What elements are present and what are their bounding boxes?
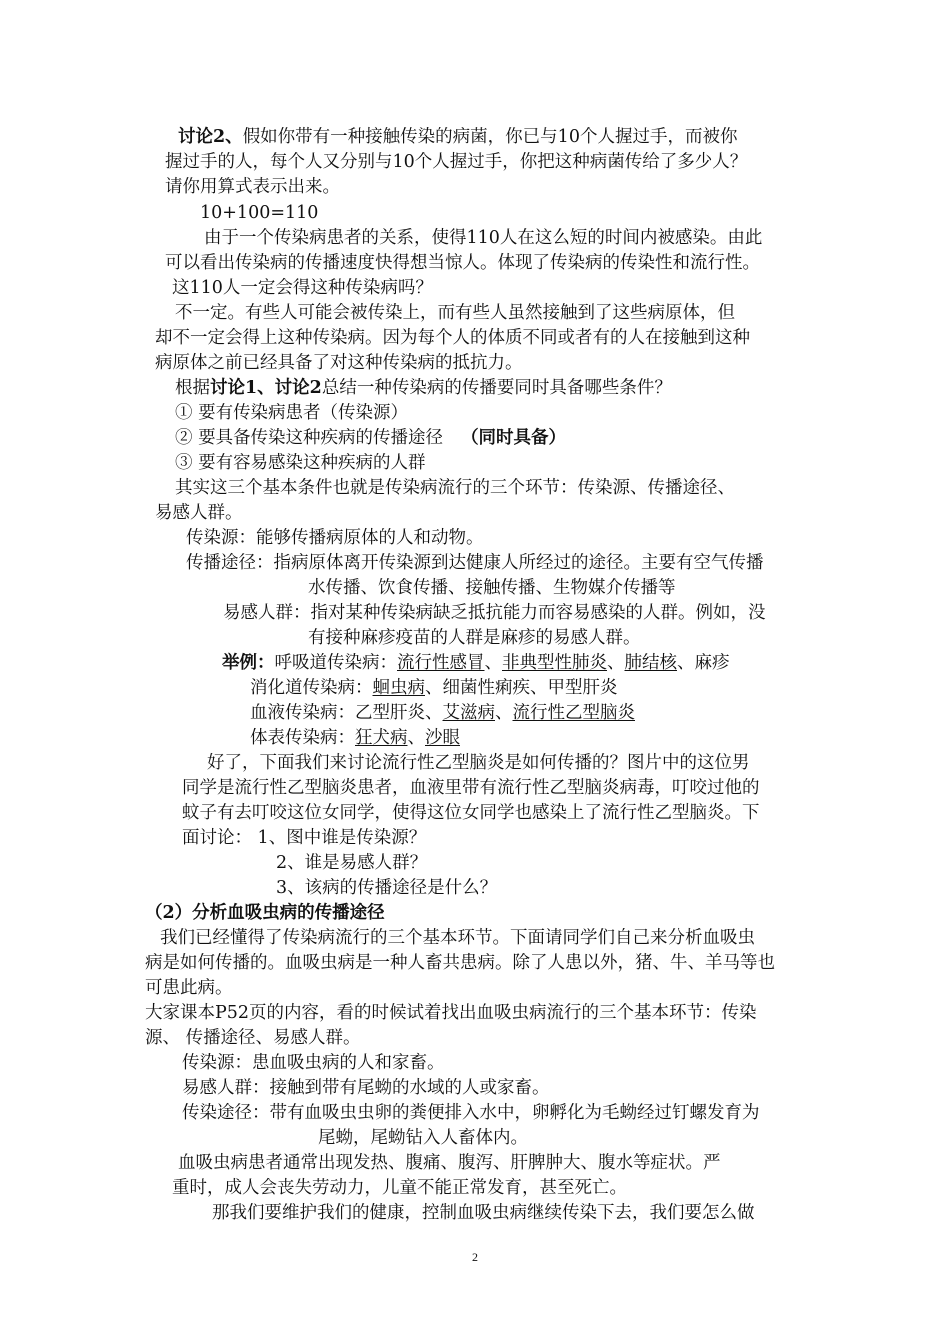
disease-sars: 非典型性肺炎 [502,653,607,673]
discussion-2-line-1 [178,125,737,149]
condition-3: ③ 要有容易感染这种疾病的人群 [175,453,426,473]
discussion-2-label: 讨论2、 [178,127,243,147]
condition-2 [175,426,566,450]
example-respiratory [222,651,730,675]
paragraph-7-line-2: 重时，成人会丧失劳动力，儿童不能正常发育，甚至死亡。 [172,1178,627,1198]
definition-route-line-2: 水传播、饮食传播、接触传播、生物媒介传播等 [308,578,676,598]
separator: 、 [495,703,513,723]
disease-hepatitis-b: 乙型肝炎、 [355,703,443,723]
page-number: 2 [472,1250,478,1264]
blood-label: 血液传染病： [250,703,355,723]
discussion-2-line-3: 请你用算式表示出来。 [165,177,340,197]
paragraph-5-line-3: 可患此病。 [145,978,233,998]
summary-bold: 讨论1、讨论2 [210,378,322,398]
question-3: 3、该病的传播途径是什么？ [276,878,498,898]
section-heading: （2）分析血吸虫病的传播途径 [145,903,385,923]
condition-2-note: （同时具备） [461,428,567,448]
separator: 、 [407,728,425,748]
disease-aids: 艾滋病 [442,703,495,723]
paragraph-5-line-2: 病是如何传播的。血吸虫病是一种人畜共患病。除了人患以外，猪、牛、羊马等也 [145,953,775,973]
disease-measles: 麻疹 [694,653,730,673]
disease-trachoma: 沙眼 [425,728,460,748]
paragraph-7-line-1: 血吸虫病患者通常出现发热、腹痛、腹泻、肝脾肿大、腹水等症状。严 [178,1153,721,1173]
separator: 、 [484,653,502,673]
discussion-2-line-2: 握过手的人，每个人又分别与10个人握过手，你把这种病菌传给了多少人？ [165,152,748,172]
paragraph-4-line-4: 面讨论： 1、图中谁是传染源？ [182,828,427,848]
surface-label: 体表传染病： [250,728,355,748]
definition-susceptible-line-2: 有接种麻疹疫苗的人群是麻疹的易感人群。 [308,628,641,648]
paragraph-2-line-1: 不一定。有些人可能会被传染上，而有些人虽然接触到了这些病原体，但 [175,303,735,323]
condition-1: ① 要有传染病患者（传染源） [175,403,409,423]
digestive-rest: 、细菌性痢疾、甲型肝炎 [425,678,618,698]
paragraph-6-line-1: 大家课本P52页的内容，看的时候试着找出血吸虫病流行的三个基本环节：传染 [145,1003,757,1023]
example-digestive [250,676,618,700]
disease-rabies: 狂犬病 [355,728,408,748]
schisto-route-line-1: 传染途径：带有血吸虫虫卵的粪便排入水中，卵孵化为毛蚴经过钉螺发育为 [182,1103,760,1123]
paragraph-3-line-1: 其实这三个基本条件也就是传染病流行的三个环节：传染源、传播途径、 [175,478,735,498]
paragraph-4-line-3: 蚊子有去叮咬这位女同学，使得这位女同学也感染上了流行性乙型脑炎。下 [182,803,760,823]
paragraph-1-line-2: 可以看出传染病的传播速度快得想当惊人。体现了传染病的传染性和流行性。 [165,253,760,273]
question-2: 2、谁是易感人群？ [276,853,428,873]
schisto-route-line-2: 尾蚴，尾蚴钻入人畜体内。 [318,1128,528,1148]
paragraph-3-line-2: 易感人群。 [155,503,243,523]
schisto-source: 传染源：患血吸虫病的人和家畜。 [182,1053,445,1073]
example-surface [250,726,460,750]
paragraph-2-line-3: 病原体之前已经具备了对这种传染病的抵抗力。 [155,353,523,373]
disease-ascariasis: 蛔虫病 [372,678,425,698]
discussion-2-text: 假如你带有一种接触传染的病菌，你已与10个人握过手，而被你 [242,127,738,147]
disease-tuberculosis: 肺结核 [624,653,677,673]
paragraph-2-line-2: 却不一定会得上这种传染病。因为每个人的体质不同或者有的人在接触到这种 [155,328,750,348]
separator: 、 [677,653,695,673]
summary-post: 总结一种传染病的传播要同时具备哪些条件？ [321,378,672,398]
paragraph-1-line-1: 由于一个传染病患者的关系，使得110人在这么短的时间内被感染。由此 [204,228,763,248]
definition-route-line-1: 传播途径：指病原体离开传染源到达健康人所经过的途径。主要有空气传播 [186,553,764,573]
example-blood [250,701,635,725]
separator: 、 [607,653,625,673]
paragraph-4-line-1: 好了，下面我们来讨论流行性乙型脑炎是如何传播的？图片中的这位男 [207,753,750,773]
condition-2-text: ② 要具备传染这种疾病的传播途径 [175,428,444,448]
definition-susceptible-line-1: 易感人群：指对某种传染病缺乏抵抗能力而容易感染的人群。例如，没 [223,603,766,623]
digestive-label: 消化道传染病： [250,678,373,698]
summary-pre: 根据 [175,378,210,398]
paragraph-4-line-2: 同学是流行性乙型脑炎患者，血液里带有流行性乙型脑炎病毒，叮咬过他的 [182,778,760,798]
disease-flu: 流行性感冒 [397,653,485,673]
paragraph-1-line-3: 这110人一定会得这种传染病吗？ [172,278,433,298]
paragraph-7-line-3: 那我们要维护我们的健康，控制血吸虫病继续传染下去，我们要怎么做 [212,1203,755,1223]
schisto-susceptible: 易感人群：接触到带有尾蚴的水域的人或家畜。 [182,1078,550,1098]
summary-question [175,376,672,400]
paragraph-6-line-2: 源、 传播途径、易感人群。 [145,1028,361,1048]
definition-source: 传染源：能够传播病原体的人和动物。 [186,528,484,548]
respiratory-label: 呼吸道传染病： [274,653,397,673]
paragraph-5-line-1: 我们已经懂得了传染病流行的三个基本环节。下面请同学们自己来分析血吸虫 [160,928,755,948]
disease-encephalitis-b: 流行性乙型脑炎 [512,703,635,723]
example-label: 举例： [222,653,275,673]
formula: 10+100=110 [200,203,319,223]
